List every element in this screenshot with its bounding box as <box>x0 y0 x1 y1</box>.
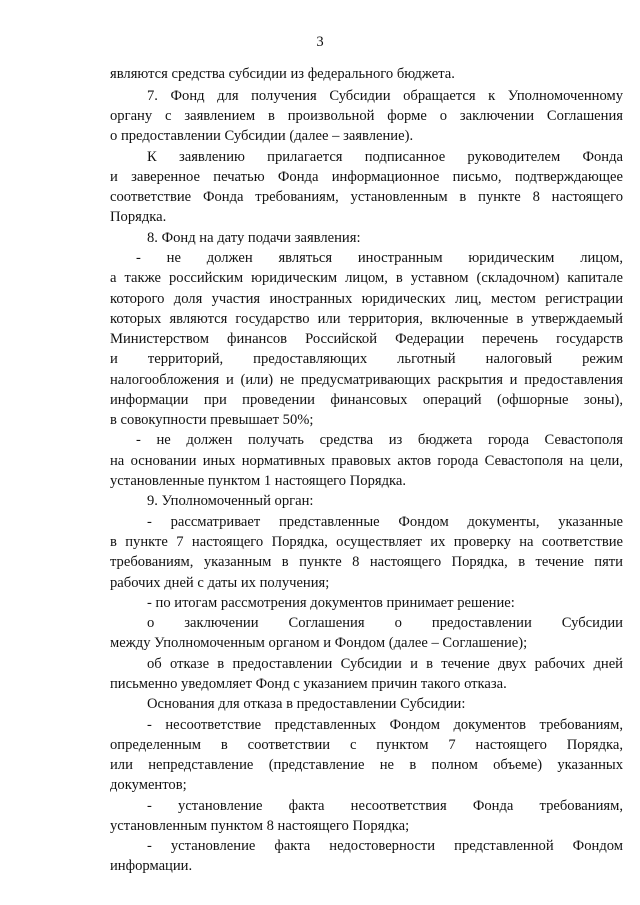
text-line: о заключении Соглашения о предоставлении Субсидии <box>147 615 623 631</box>
text-line: 9. Уполномоченный орган: <box>147 493 314 509</box>
text-line: информации. <box>110 858 193 874</box>
text-line: в совокупности превышает 50%; <box>110 412 314 428</box>
text-line: являются средства субсидии из федерального бюджета. <box>110 66 455 82</box>
text-line: установленные пунктом 1 настоящего Порядка. <box>110 473 407 489</box>
page-number: 3 <box>316 34 324 50</box>
text-line: в пункте 7 настоящего Порядка, осуществляет их проверку на соответствие <box>110 534 623 550</box>
text-line: - не должен являться иностранным юридическим лицом, <box>136 250 623 266</box>
text-line: требованиям, указанным в пункте 8 настоящего Порядка, в течение пяти <box>110 554 623 570</box>
text-line: соответствие Фонда требованиям, установленным в пункте 8 настоящего <box>110 189 623 205</box>
text-line: 8. Фонд на дату подачи заявления: <box>147 230 361 246</box>
text-line: и территорий, предоставляющих льготный налоговый режим <box>110 351 623 367</box>
text-line: и заверенное печатью Фонда информационное письмо, подтверждающее <box>110 169 623 185</box>
text-line: - установление факта несоответствия Фонда требованиям, <box>147 798 623 814</box>
text-line: установленным пунктом 8 настоящего Порядка; <box>110 818 410 834</box>
text-line: определенным в соответствии с пунктом 7 настоящего Порядка, <box>110 737 623 753</box>
text-line: информации при проведении финансовых операций (офшорные зоны), <box>110 392 623 408</box>
text-line: между Уполномоченным органом и Фондом (далее – Соглашение); <box>110 635 528 651</box>
text-line: - не должен получать средства из бюджета города Севастополя <box>136 432 623 448</box>
text-line: Министерством финансов Российской Федерации перечень государств <box>110 331 623 347</box>
text-line: Основания для отказа в предоставлении Субсидии: <box>147 696 466 712</box>
text-line: или непредставление (представление не в полном объеме) указанных <box>110 757 623 773</box>
text-line: - несоответствие представленных Фондом документов требованиям, <box>147 717 623 733</box>
text-line: Порядка. <box>110 209 167 225</box>
text-line: налогообложения и (или) не предусматривающих раскрытия и предоставления <box>110 372 623 388</box>
text-line: об отказе в предоставлении Субсидии и в течение двух рабочих дней <box>147 656 623 672</box>
text-line: о предоставлении Субсидии (далее – заявление). <box>110 128 414 144</box>
text-line: которых являются государство или территория, включенные в утверждаемый <box>110 311 623 327</box>
text-line: документов; <box>110 777 187 793</box>
text-line: которого доля участия иностранных юридических лиц, местом регистрации <box>110 291 623 307</box>
text-line: на основании иных нормативных правовых актов города Севастополя на цели, <box>110 453 623 469</box>
text-line: - рассматривает представленные Фондом документы, указанные <box>147 514 623 530</box>
text-line: письменно уведомляет Фонд с указанием причин такого отказа. <box>110 676 507 692</box>
text-line: органу с заявлением в произвольной форме о заключении Соглашения <box>110 108 623 124</box>
text-line: К заявлению прилагается подписанное руководителем Фонда <box>147 149 623 165</box>
text-line: - по итогам рассмотрения документов принимает решение: <box>147 595 515 611</box>
text-line: рабочих дней с даты их получения; <box>110 575 330 591</box>
text-line: - установление факта недостоверности представленной Фондом <box>147 838 623 854</box>
text-line: 7. Фонд для получения Субсидии обращается к Уполномоченному <box>147 88 623 104</box>
text-line: а также российским юридическим лицом, в уставном (складочном) капитале <box>110 270 623 286</box>
